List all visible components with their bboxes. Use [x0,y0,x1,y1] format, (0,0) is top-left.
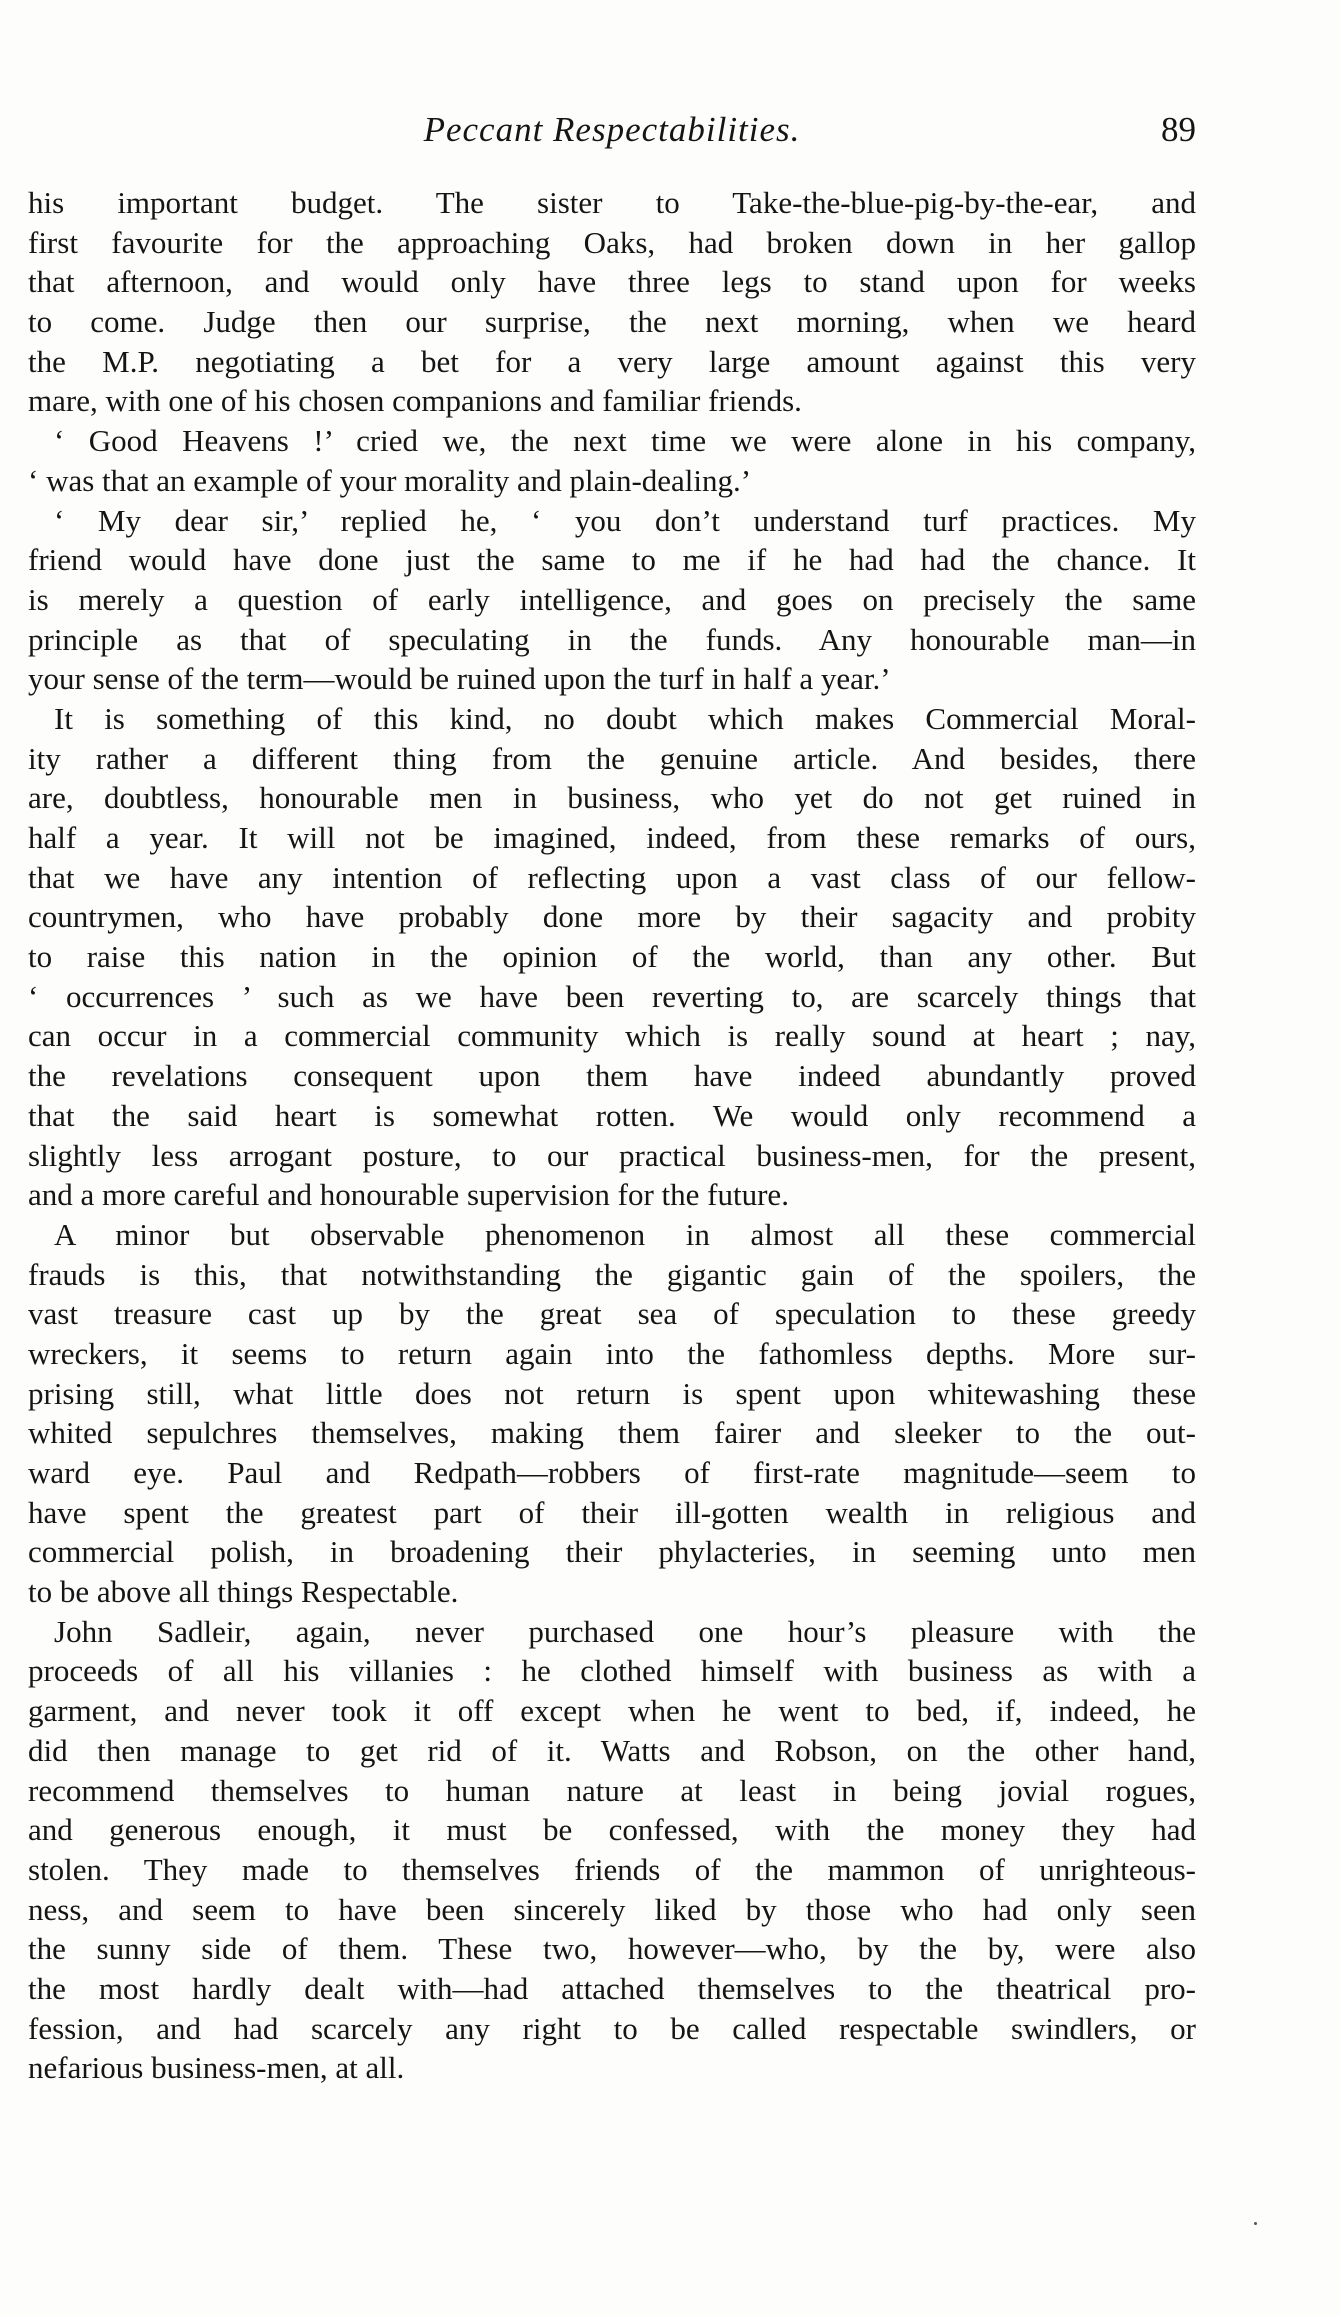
body-text [28,183,1196,2088]
text-line: commercial polish, in broadening their phylacteries, in seeming unto men [28,1534,1196,1570]
text-line: ‘ My dear sir,’ replied he, ‘ you don’t understand turf practices. My [54,502,1196,538]
text-line: that the said heart is somewhat rotten. We would only recommend a [28,1097,1196,1133]
text-line: ‘ was that an example of your morality and plain-dealing.’ [28,462,752,498]
text-line: John Sadleir, again, never purchased one hour’s pleasure with the [54,1613,1196,1649]
text-line: friend would have done just the same to me if he had had the chance. It [28,542,1196,578]
text-line: principle as that of speculating in the funds. Any honourable man—in [28,621,1196,657]
text-line: stolen. They made to themselves friends of the mammon of unrighteous- [28,1851,1196,1887]
text-line: to raise this nation in the opinion of the world, than any other. But [28,939,1196,975]
text-line: wreckers, it seems to return again into the fathomless depths. More sur- [28,1335,1196,1371]
text-line: ness, and seem to have been sincerely liked by those who had only seen [28,1891,1196,1927]
page-number: 89 [1161,110,1196,149]
text-line: fession, and had scarcely any right to be called respectable swindlers, or [28,2010,1196,2046]
text-line: vast treasure cast up by the great sea of speculation to these greedy [28,1296,1196,1332]
text-line: that afternoon, and would only have three legs to stand upon for weeks [28,264,1196,300]
text-line: that we have any intention of reflecting upon a vast class of our fellow- [28,859,1196,895]
text-line: ward eye. Paul and Redpath—robbers of first-rate magnitude—seem to [28,1455,1196,1490]
text-line: did then manage to get rid of it. Watts and Robson, on the other hand, [28,1732,1196,1768]
text-line: frauds is this, that notwithstanding the gigantic gain of the spoilers, the [28,1256,1196,1292]
text-line: prising still, what little does not return is spent upon whitewashing these [28,1375,1196,1411]
text-line: nefarious business-men, at all. [28,2050,405,2086]
ink-speck [1254,2222,1257,2225]
text-line: mare, with one of his chosen companions and familiar friends. [28,383,802,419]
text-line: is merely a question of early intelligence, and goes on precisely the same [28,581,1196,617]
running-head [28,110,1196,156]
text-line: and generous enough, it must be confessed, with the money they had [28,1812,1196,1848]
text-line: half a year. It will not be imagined, indeed, from these remarks of ours, [28,820,1196,855]
text-line: are, doubtless, honourable men in business, who yet do not get ruined in [28,780,1196,816]
text-line: can occur in a commercial community which is really sound at heart ; nay, [28,1018,1196,1054]
text-line: slightly less arrogant posture, to our practical business-men, for the present, [28,1137,1196,1173]
text-line: the M.P. negotiating a bet for a very large amount against this very [28,343,1196,379]
text-line: proceeds of all his villanies : he clothed himself with business as with a [28,1653,1196,1689]
text-line: recommend themselves to human nature at least in being jovial rogues, [28,1772,1196,1808]
text-line: garment, and never took it off except when he went to bed, if, indeed, he [28,1693,1196,1729]
running-title: Peccant Respectabilities. [423,110,801,149]
text-line: have spent the greatest part of their ill-gotten wealth in religious and [28,1494,1196,1530]
text-line: and a more careful and honourable supervision for the future. [28,1177,789,1213]
text-line: the most hardly dealt with—had attached themselves to the theatrical pro- [28,1970,1196,2006]
text-line: to come. Judge then our surprise, the next morning, when we heard [28,304,1196,340]
text-line: It is something of this kind, no doubt which makes Commercial Moral- [54,700,1196,736]
text-line: A minor but observable phenomenon in almost all these commercial [54,1216,1196,1252]
text-line: ‘ Good Heavens !’ cried we, the next time we were alone in his company, [54,423,1196,459]
text-line: your sense of the term—would be ruined upon the turf in half a year.’ [28,661,891,697]
text-line: ity rather a different thing from the genuine article. And besides, there [28,740,1196,776]
text-line: first favourite for the approaching Oaks, had broken down in her gallop [28,224,1196,260]
text-line: whited sepulchres themselves, making them fairer and sleeker to the out- [28,1415,1196,1451]
text-line: the sunny side of them. These two, however—who, by the by, were also [28,1931,1196,1967]
text-line: to be above all things Respectable. [28,1574,459,1610]
text-line: ‘ occurrences ’ such as we have been reverting to, are scarcely things that [28,978,1196,1014]
text-line: the revelations consequent upon them have indeed abundantly proved [28,1058,1196,1094]
text-line: his important budget. The sister to Take-the-blue-pig-by-the-ear, and [28,185,1196,220]
text-line: countrymen, who have probably done more by their sagacity and probity [28,899,1196,935]
